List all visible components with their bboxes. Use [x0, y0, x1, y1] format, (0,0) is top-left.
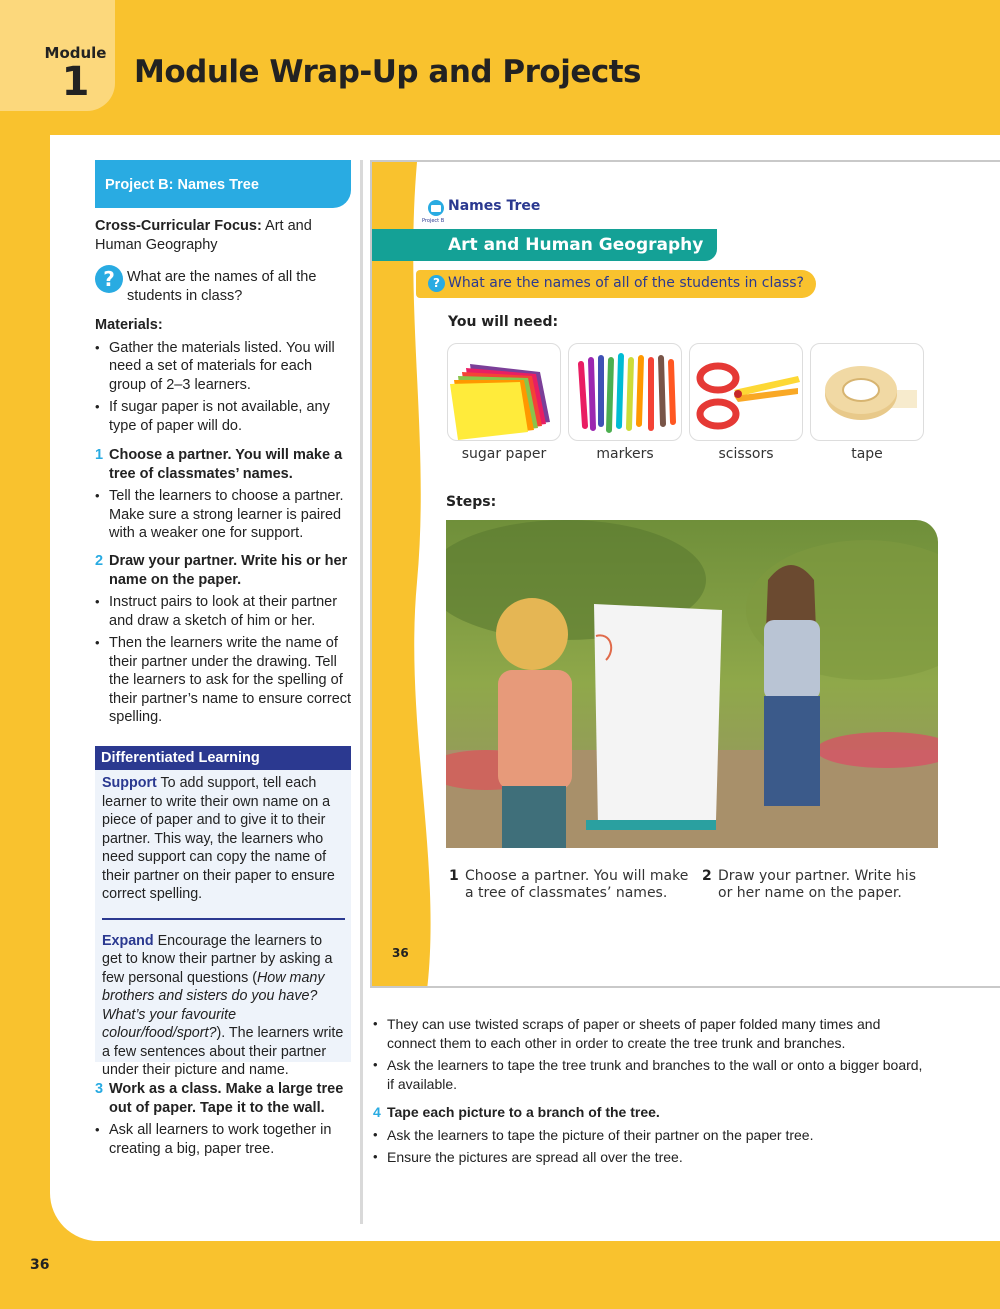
- module-tab: [0, 0, 115, 111]
- expand-text: Encourage the learners to get to know their partner by asking a few personal questions (: [102, 932, 333, 986]
- list-item: • Ask all learners to work together in creating a big, paper tree.: [95, 1121, 353, 1158]
- divider: [102, 918, 345, 920]
- expand-paragraph: [102, 932, 345, 1080]
- material-label: sugar paper: [461, 446, 547, 462]
- step-number: 4: [373, 1104, 381, 1120]
- step-number: 2: [702, 868, 712, 884]
- page-title: Module Wrap-Up and Projects: [134, 54, 641, 90]
- student-book-page: [370, 160, 1000, 988]
- sugar-paper-image: [447, 343, 561, 441]
- list-item: • Gather the materials listed. You will need a set of materials for each group of 2–3 learners.: [95, 339, 353, 395]
- materials-section: [95, 316, 353, 439]
- step-3-section: [95, 1080, 353, 1162]
- step-2-section: [95, 552, 353, 731]
- step-3: [95, 1080, 353, 1117]
- page-number: 36: [30, 1257, 50, 1273]
- question-icon: ?: [428, 275, 445, 292]
- subject-banner: Art and Human Geography: [372, 229, 717, 261]
- material-label: markers: [596, 446, 654, 462]
- project-tab: Project B: Names Tree: [95, 160, 351, 208]
- question-block: [95, 264, 353, 305]
- differentiated-learning-box: [95, 770, 351, 1078]
- question-icon: ?: [95, 265, 123, 293]
- list-item: • They can use twisted scraps of paper or sheets of paper folded many times and connect them to each other in order to create the tree trunk and branches.: [373, 1015, 933, 1052]
- materials-heading: Materials:: [95, 317, 163, 333]
- expand-italic: How many brothers and sisters do you have? What’s your favourite colour/food/sport?: [102, 969, 325, 1041]
- differentiated-learning-heading: Differentiated Learning: [95, 746, 351, 770]
- children-drawing-photo: [446, 520, 938, 848]
- step-1: [95, 446, 353, 483]
- sb-step-2: [702, 868, 932, 902]
- scissors-image: [689, 343, 803, 441]
- right-bullets: [373, 1015, 933, 1097]
- list-item: • Then the learners write the name of their partner under the drawing. Tell the learners to ask for the spelling of their partner’s name to ensure correct spelling.: [95, 634, 353, 727]
- step-number: 3: [95, 1081, 104, 1097]
- question-text: What are the names of all of the students in class?: [448, 275, 804, 291]
- step-text: Choose a partner. You will make a tree of classmates’ names.: [109, 447, 343, 482]
- step-text: Tape each picture to a branch of the tree.: [387, 1104, 660, 1120]
- step-text: Draw your partner. Write his or her name on the paper.: [718, 868, 916, 901]
- support-label: Support: [102, 775, 157, 791]
- list-item: • Ask the learners to tape the tree trunk and branches to the wall or onto a bigger board, if available.: [373, 1056, 933, 1093]
- expand-text-end: ). The learners write a few sentences about their partner under their picture and name.: [102, 1025, 344, 1078]
- tape-image: [810, 343, 924, 441]
- list-item: • Ensure the pictures are spread all over the tree.: [373, 1148, 933, 1167]
- folder-icon: [428, 200, 444, 216]
- you-will-need-label: You will need:: [448, 314, 559, 330]
- support-paragraph: [102, 774, 345, 904]
- focus-line: [95, 217, 353, 254]
- list-item: • If sugar paper is not available, any type of paper will do.: [95, 398, 353, 435]
- module-label: Module: [44, 44, 107, 62]
- student-book-page-number: 36: [392, 946, 409, 960]
- markers-image: [568, 343, 682, 441]
- step-4-section: [373, 1103, 933, 1171]
- question-banner: [416, 270, 816, 298]
- module-number: 1: [61, 59, 90, 105]
- list-item: • Ask the learners to tape the picture of their partner on the paper tree.: [373, 1126, 933, 1145]
- project-small-label: Project B: [422, 218, 445, 224]
- material-label: scissors: [718, 446, 774, 462]
- step-number: 2: [95, 553, 104, 569]
- column-divider: [360, 160, 363, 1224]
- question-text: What are the names of all the students in class?: [127, 269, 317, 304]
- list-item: • Instruct pairs to look at their partner and draw a sketch of him or her.: [95, 593, 353, 630]
- list-item: • Tell the learners to choose a partner. Make sure a strong learner is paired with a weaker one for support.: [95, 487, 353, 543]
- sb-step-1: [449, 868, 694, 902]
- step-2: [95, 552, 353, 589]
- step-text: Choose a partner. You will make a tree of classmates’ names.: [465, 868, 689, 901]
- step-4: [373, 1103, 933, 1122]
- support-text: To add support, tell each learner to write their own name on a piece of paper and to give it to their partner. This way, the learners who need support can copy the name of their partner on their paper to ensure correct spelling.: [102, 775, 335, 902]
- names-tree-title: Names Tree: [448, 198, 541, 214]
- focus-label: Cross-Curricular Focus:: [95, 218, 262, 234]
- step-number: 1: [449, 868, 459, 884]
- step-number: 1: [95, 447, 104, 463]
- material-label: tape: [851, 446, 883, 462]
- step-text: Draw your partner. Write his or her name on the paper.: [109, 553, 348, 588]
- step-text: Work as a class. Make a large tree out of paper. Tape it to the wall.: [109, 1081, 344, 1116]
- step-1-section: [95, 446, 353, 547]
- expand-label: Expand: [102, 932, 154, 949]
- focus-text: Art and Human Geography: [95, 218, 312, 253]
- steps-label: Steps:: [446, 494, 497, 510]
